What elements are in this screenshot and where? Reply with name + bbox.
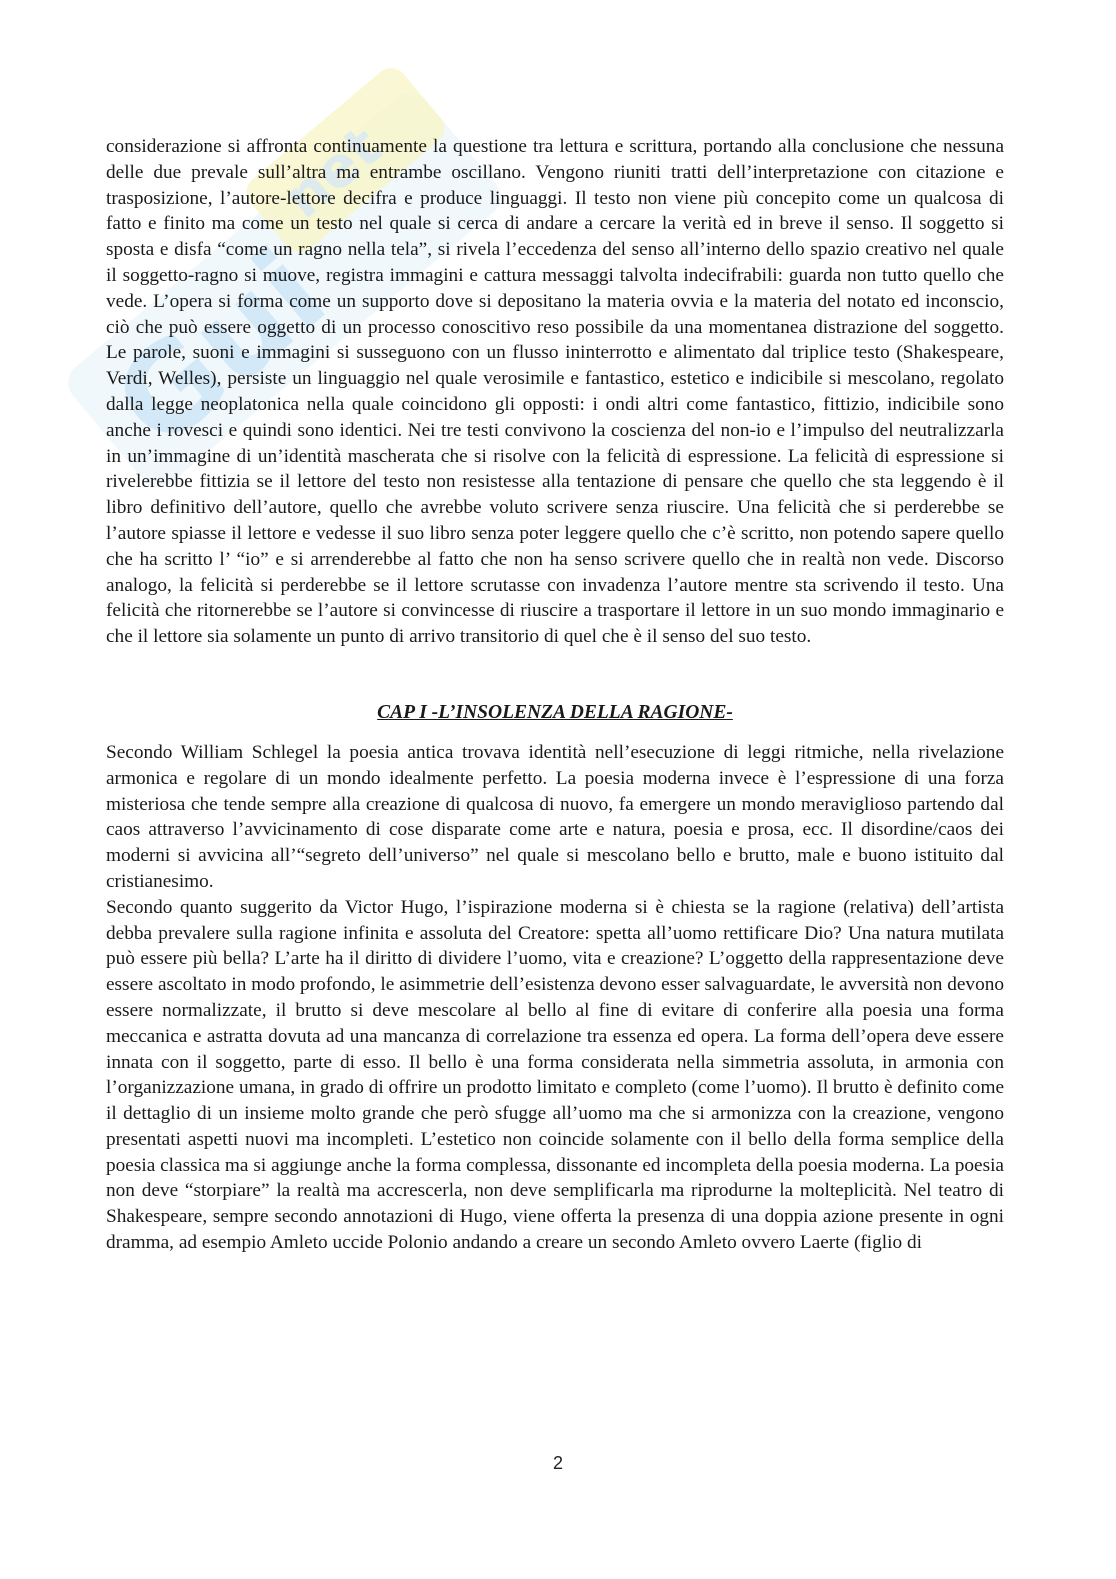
chapter-paragraph-schlegel: Secondo William Schlegel la poesia antica trovava identità nell’esecuzione di leggi ritmiche, nella rivelazione armonica e regolare di un mondo idealmente perfetto. La poesia moderna invece è l’espressione di una forza misteriosa che tende sempre alla creazione di qualcosa di nuovo, fa emergere un mondo meraviglioso partendo dal caos attraverso l’avvicinamento di cose disparate come arte e natura, poesia e prosa, ecc. Il disordine/caos dei moderni si avvicina all’“segreto dell’universo” nel quale si mescolano bello e brutto, male e buono istituito dal cristianesimo. xyxy=(106,741,1004,892)
page-number: 2 xyxy=(552,1453,563,1473)
intro-paragraph: considerazione si affronta continuamente la questione tra lettura e scrittura, portando alla conclusione che nessuna delle due prevale sull’altra ma entrambe oscillano. Vengono riuniti tratti dell’interpretazione con citazione e trasposizione, l’autore-lettore decifra e produce linguaggi. Il testo non viene più concepito come un qualcosa di fatto e finito ma come un testo nel quale si cerca di andare a cercare la verità ed in breve il senso. Il soggetto si sposta e disfa “come un ragno nella tela”, si rivela l’eccedenza del senso all’interno dello spazio creativo nel quale il soggetto-ragno si muove, registra immagini e cattura messaggi talvolta indecifrabili: guarda non tutto quello che vede. L’opera si forma come un supporto dove si depositano la materia ovvia e la materia del notato ed inconscio, ciò che può essere oggetto di un processo conoscitivo reso possibile da una momentanea distrazione del soggetto. Le parole, suoni e immagini si susseguono con un flusso ininterrotto e alimentato dal triplice testo (Shakespeare, Verdi, Welles), persiste un linguaggio nel quale verosimile e fantastico, estetico e indicibile si mescolano, regolato dalla legge neoplatonica nella quale coincidono gli opposti: i ondi altri come fantastico, fittizio, indicibile sono anche i rovesci e quindi sono identici. Nei tre testi convivono la coscienza del non-io e l’impulso del neutralizzarla in un’immagine di un’identità mascherata che si risolve con la felicità di espressione. La felicità di espressione si rivelerebbe fittizia se il lettore del testo non resistesse alla tentazione di pensare che quello che sta leggendo è il libro definitivo dell’autore, quello che avrebbe voluto scrivere senza riuscire. Una felicità che si perderebbe se l’autore spiasse il lettore e vedesse il suo libro senza poter leggere quello che c’è scritto, non potendo sapere quello che ha scritto l’ “io” e si arrenderebbe al fatto che non ha senso scrivere quello che in realtà non vede. Discorso analogo, la felicità si perderebbe se il lettore scrutasse con invadenza l’autore mentre sta scrivendo il testo. Una felicità che ritornerebbe se l’autore si convincesse di riuscire a trasportare il lettore in un suo mondo immaginario e che il lettore sia solamente un punto di arrivo transitorio di quel che è il senso del suo testo. xyxy=(106,136,1004,648)
document-page xyxy=(106,128,1004,1256)
svg-text:net: net xyxy=(271,114,394,232)
chapter-title: CAP I -L’INSOLENZA DELLA RAGIONE- xyxy=(377,701,733,723)
svg-text:Gui: Gui xyxy=(89,223,352,475)
chapter-paragraph-hugo: Secondo quanto suggerito da Victor Hugo, l’ispirazione moderna si è chiesta se la ragione (relativa) dell’artista debba prevalere sulla ragione infinita e assoluta del Creatore: spetta all’uomo rettificare Dio? Una natura mutilata può essere più bella? L’arte ha il diritto di dividere l’uomo, vita e creazione? L’oggetto della rappresentazione deve essere ascoltato in modo profondo, le asimmetrie dell’esistenza devono esser salvaguardate, le avversità non devono essere normalizzate, il brutto si deve mescolare al bello al fine di evitare di conferire alla poesia una forma meccanica e astratta dovuta ad una mancanza di correlazione tra essenza ed opera. La forma dell’opera deve essere innata con il soggetto, parte di esso. Il bello è una forma considerata nella simmetria assoluta, in armonia con l’organizzazione umana, in grado di offrire un prodotto limitato e completo (come l’uomo). Il brutto è definito come il dettaglio di un insieme molto grande che però sfugge all’uomo ma che si armonizza con la creazione, vengono presentati aspetti nuovi ma incompleti. L’estetico non coincide solamente con il bello della forma semplice della poesia classica ma si aggiunge anche la forma complessa, dissonante ed incompleta della poesia moderna. La poesia non deve “storpiare” la realtà ma accrescerla, non deve semplificarla ma riprodurne la molteplicità. Nel teatro di Shakespeare, sempre secondo annotazioni di Hugo, viene offerta la presenza di una doppia azione presente in ogni dramma, ad esempio Amleto uccide Polonio andando a creare un secondo Amleto ovvero Laerte (figlio di xyxy=(106,896,1004,1254)
